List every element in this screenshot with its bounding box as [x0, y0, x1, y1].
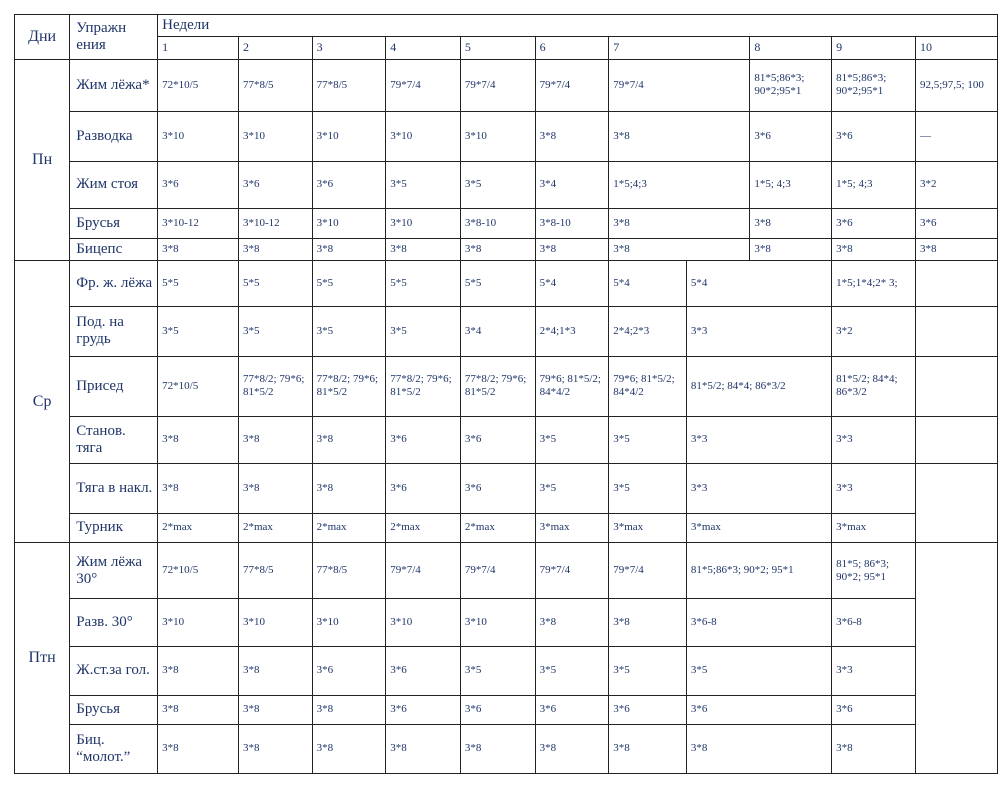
exercise-name: Брусья: [70, 695, 158, 724]
table-cell: 79*7/4: [460, 60, 535, 111]
table-cell: 5*5: [312, 261, 386, 306]
table-row: [15, 161, 998, 208]
table-cell: 3*10: [460, 111, 535, 161]
table-cell: 3*8: [916, 238, 998, 261]
table-cell: 3*8: [312, 695, 386, 724]
table-cell: 3*5: [609, 646, 687, 695]
table-cell: 81*5;86*3; 90*2;95*1: [750, 60, 832, 111]
table-cell: 81*5;86*3; 90*2; 95*1: [686, 542, 831, 598]
weeks-header: Недели: [158, 15, 998, 37]
table-cell: 3*5: [460, 161, 535, 208]
table-cell: 3*10: [386, 111, 461, 161]
table-row: [15, 60, 998, 111]
week-number: 1: [158, 36, 239, 60]
empty-cell: [916, 416, 998, 463]
table-cell: 3*6: [750, 111, 832, 161]
table-cell: 3*10: [312, 209, 386, 239]
table-cell: 3*5: [158, 306, 239, 356]
table-cell: 2*max: [386, 514, 461, 543]
training-plan-table: [14, 14, 998, 774]
table-cell: 77*8/2; 79*6; 81*5/2: [460, 356, 535, 416]
table-cell: 79*7/4: [386, 60, 461, 111]
table-cell: 3*8: [609, 599, 687, 646]
table-cell: 77*8/5: [312, 542, 386, 598]
table-cell: 3*2: [916, 161, 998, 208]
table-cell: 3*8: [609, 724, 687, 773]
table-cell: 3*10: [386, 209, 461, 239]
table-cell: 3*8: [238, 238, 312, 261]
table-cell: 3*8: [686, 724, 831, 773]
table-row: [15, 646, 998, 695]
table-cell: —: [916, 111, 998, 161]
table-cell: 79*6; 81*5/2; 84*4/2: [535, 356, 609, 416]
exercise-name: Разв. 30°: [70, 599, 158, 646]
table-cell: 81*5; 86*3; 90*2; 95*1: [832, 542, 916, 598]
table-cell: 3*10: [238, 111, 312, 161]
exercise-name: Разводка: [70, 111, 158, 161]
table-cell: 92,5;97,5; 100: [916, 60, 998, 111]
table-cell: 3*5: [609, 416, 687, 463]
table-cell: 77*8/2; 79*6; 81*5/2: [312, 356, 386, 416]
table-cell: 3*8: [238, 416, 312, 463]
day-label-fri: Птн: [15, 542, 70, 773]
table-cell: 3*8: [158, 463, 239, 513]
table-cell: 79*7/4: [609, 60, 750, 111]
table-cell: 3*8: [535, 724, 609, 773]
table-cell: 79*7/4: [386, 542, 461, 598]
table-cell: 3*8: [386, 238, 461, 261]
table-cell: 3*6: [916, 209, 998, 239]
table-cell: 77*8/2; 79*6; 81*5/2: [238, 356, 312, 416]
table-cell: 3*8: [238, 724, 312, 773]
week-number: 2: [238, 36, 312, 60]
table-cell: 3*8: [312, 724, 386, 773]
table-cell: 79*7/4: [535, 60, 609, 111]
table-cell: 3*3: [686, 463, 831, 513]
table-cell: 3*8-10: [535, 209, 609, 239]
exercise-name: Под. на грудь: [70, 306, 158, 356]
table-cell: 3*8: [535, 111, 609, 161]
table-cell: 3*8: [158, 724, 239, 773]
table-cell: 3*8: [609, 238, 750, 261]
table-cell: 2*max: [312, 514, 386, 543]
table-cell: 3*5: [386, 306, 461, 356]
exercise-name: Брусья: [70, 209, 158, 239]
table-cell: 3*8: [312, 463, 386, 513]
table-cell: 3*6: [238, 161, 312, 208]
exercise-name: Фр. ж. лёжа: [70, 261, 158, 306]
table-cell: 81*5/2; 84*4; 86*3/2: [832, 356, 916, 416]
table-row: [15, 416, 998, 463]
table-cell: 3*8: [238, 463, 312, 513]
exercise-name: Тяга в накл.: [70, 463, 158, 513]
week-number: 3: [312, 36, 386, 60]
header-row-1: [15, 15, 998, 37]
table-cell: 3*8: [460, 238, 535, 261]
table-cell: 3*5: [535, 416, 609, 463]
table-cell: 72*10/5: [158, 542, 239, 598]
table-row: [15, 514, 998, 543]
table-cell: 3*8: [535, 599, 609, 646]
table-cell: 81*5;86*3; 90*2;95*1: [832, 60, 916, 111]
table-cell: 3*5: [686, 646, 831, 695]
table-cell: 3*10-12: [238, 209, 312, 239]
table-cell: 3*max: [686, 514, 831, 543]
table-cell: 3*10: [158, 111, 239, 161]
table-cell: 3*6: [158, 161, 239, 208]
table-cell: 72*10/5: [158, 60, 239, 111]
day-label-mon: Пн: [15, 60, 70, 261]
table-cell: 5*4: [686, 261, 831, 306]
table-cell: 3*6: [535, 695, 609, 724]
training-plan-page: [14, 14, 998, 774]
exercise-name: Жим лёжа*: [70, 60, 158, 111]
table-row: [15, 238, 998, 261]
table-cell: 3*10: [312, 599, 386, 646]
table-cell: 3*10: [238, 599, 312, 646]
table-cell: 3*6: [686, 695, 831, 724]
table-cell: 3*3: [832, 416, 916, 463]
header-row-2: [15, 36, 998, 60]
exercises-header: Упражн ения: [70, 15, 158, 60]
table-cell: 3*8: [158, 238, 239, 261]
table-cell: 3*5: [609, 463, 687, 513]
table-cell: 3*8: [535, 238, 609, 261]
table-cell: 5*5: [238, 261, 312, 306]
table-cell: 3*max: [832, 514, 916, 543]
table-cell: 79*7/4: [609, 542, 687, 598]
table-row: [15, 306, 998, 356]
exercise-name: Турник: [70, 514, 158, 543]
table-row: [15, 542, 998, 598]
table-cell: 77*8/2; 79*6; 81*5/2: [386, 356, 461, 416]
table-cell: 3*8: [832, 724, 916, 773]
table-row: [15, 111, 998, 161]
week-number: 10: [916, 36, 998, 60]
table-cell: 2*max: [238, 514, 312, 543]
table-cell: 3*8: [158, 695, 239, 724]
table-cell: 3*6: [386, 416, 461, 463]
table-cell: 1*5;1*4;2* 3;: [832, 261, 916, 306]
table-cell: 3*4: [460, 306, 535, 356]
table-cell: 3*4: [535, 161, 609, 208]
exercise-name: Бицепс: [70, 238, 158, 261]
week-number: 6: [535, 36, 609, 60]
table-cell: 3*8: [386, 724, 461, 773]
day-label-wed: Ср: [15, 261, 70, 542]
table-cell: 72*10/5: [158, 356, 239, 416]
table-cell: 3*10-12: [158, 209, 239, 239]
table-cell: 3*5: [386, 161, 461, 208]
table-cell: 3*6: [386, 463, 461, 513]
table-cell: 79*6; 81*5/2; 84*4/2: [609, 356, 687, 416]
table-cell: 2*max: [460, 514, 535, 543]
table-cell: 3*10: [158, 599, 239, 646]
table-cell: 3*6: [832, 695, 916, 724]
table-cell: 3*6: [460, 695, 535, 724]
exercise-name: Биц. “молот.”: [70, 724, 158, 773]
week-number: 7: [609, 36, 750, 60]
table-cell: 79*7/4: [535, 542, 609, 598]
table-cell: 3*6: [386, 695, 461, 724]
table-cell: 1*5;4;3: [609, 161, 750, 208]
table-cell: 3*6: [609, 695, 687, 724]
table-cell: 3*6: [312, 161, 386, 208]
table-cell: 3*8: [460, 724, 535, 773]
week-number: 9: [832, 36, 916, 60]
table-cell: 3*8: [312, 416, 386, 463]
table-cell: 2*4;2*3: [609, 306, 687, 356]
table-cell: 3*5: [535, 646, 609, 695]
exercise-name: Станов. тяга: [70, 416, 158, 463]
table-cell: 3*6: [832, 111, 916, 161]
table-cell: 5*5: [386, 261, 461, 306]
table-cell: 77*8/5: [312, 60, 386, 111]
table-cell: 3*8: [832, 238, 916, 261]
table-cell: 1*5; 4;3: [750, 161, 832, 208]
table-cell: 3*8: [238, 646, 312, 695]
table-cell: 3*8: [750, 238, 832, 261]
table-cell: 3*max: [609, 514, 687, 543]
exercise-name: Жим лёжа 30°: [70, 542, 158, 598]
table-cell: 3*6-8: [832, 599, 916, 646]
table-cell: 3*max: [535, 514, 609, 543]
table-cell: 3*6: [460, 463, 535, 513]
table-row: [15, 724, 998, 773]
week-number: 8: [750, 36, 832, 60]
table-cell: 2*4;1*3: [535, 306, 609, 356]
days-header: Дни: [15, 15, 70, 60]
empty-cell: [916, 261, 998, 306]
week-number: 5: [460, 36, 535, 60]
table-cell: 3*10: [386, 599, 461, 646]
table-cell: 5*5: [460, 261, 535, 306]
table-row: [15, 261, 998, 306]
empty-cell: [916, 356, 998, 416]
empty-cell: [916, 542, 998, 773]
exercise-name: Присед: [70, 356, 158, 416]
table-cell: 3*6-8: [686, 599, 831, 646]
exercise-name: Жим стоя: [70, 161, 158, 208]
table-cell: 1*5; 4;3: [832, 161, 916, 208]
table-cell: 3*8: [158, 416, 239, 463]
table-row: [15, 695, 998, 724]
table-cell: 3*10: [460, 599, 535, 646]
table-cell: 3*6: [312, 646, 386, 695]
table-cell: 3*3: [686, 306, 831, 356]
table-cell: 3*2: [832, 306, 916, 356]
table-row: [15, 356, 998, 416]
table-row: [15, 463, 998, 513]
table-cell: 77*8/5: [238, 60, 312, 111]
table-row: [15, 209, 998, 239]
table-cell: 81*5/2; 84*4; 86*3/2: [686, 356, 831, 416]
table-cell: 3*6: [386, 646, 461, 695]
table-cell: 3*6: [460, 416, 535, 463]
table-cell: 3*5: [312, 306, 386, 356]
table-cell: 3*8-10: [460, 209, 535, 239]
table-cell: 3*5: [535, 463, 609, 513]
table-cell: 3*5: [238, 306, 312, 356]
table-cell: 3*8: [312, 238, 386, 261]
empty-cell: [916, 306, 998, 356]
table-cell: 3*8: [158, 646, 239, 695]
table-cell: 5*5: [158, 261, 239, 306]
table-cell: 3*5: [460, 646, 535, 695]
table-cell: 5*4: [535, 261, 609, 306]
table-cell: 3*3: [686, 416, 831, 463]
table-cell: 5*4: [609, 261, 687, 306]
table-cell: 2*max: [158, 514, 239, 543]
table-cell: 3*3: [832, 463, 916, 513]
exercise-name: Ж.ст.за гол.: [70, 646, 158, 695]
week-number: 4: [386, 36, 461, 60]
table-cell: 79*7/4: [460, 542, 535, 598]
empty-cell: [916, 463, 998, 542]
table-cell: 3*6: [832, 209, 916, 239]
table-cell: 3*10: [312, 111, 386, 161]
table-cell: 3*3: [832, 646, 916, 695]
table-cell: 3*8: [609, 209, 750, 239]
table-cell: 3*8: [609, 111, 750, 161]
table-cell: 3*8: [750, 209, 832, 239]
table-cell: 3*8: [238, 695, 312, 724]
table-row: [15, 599, 998, 646]
table-cell: 77*8/5: [238, 542, 312, 598]
